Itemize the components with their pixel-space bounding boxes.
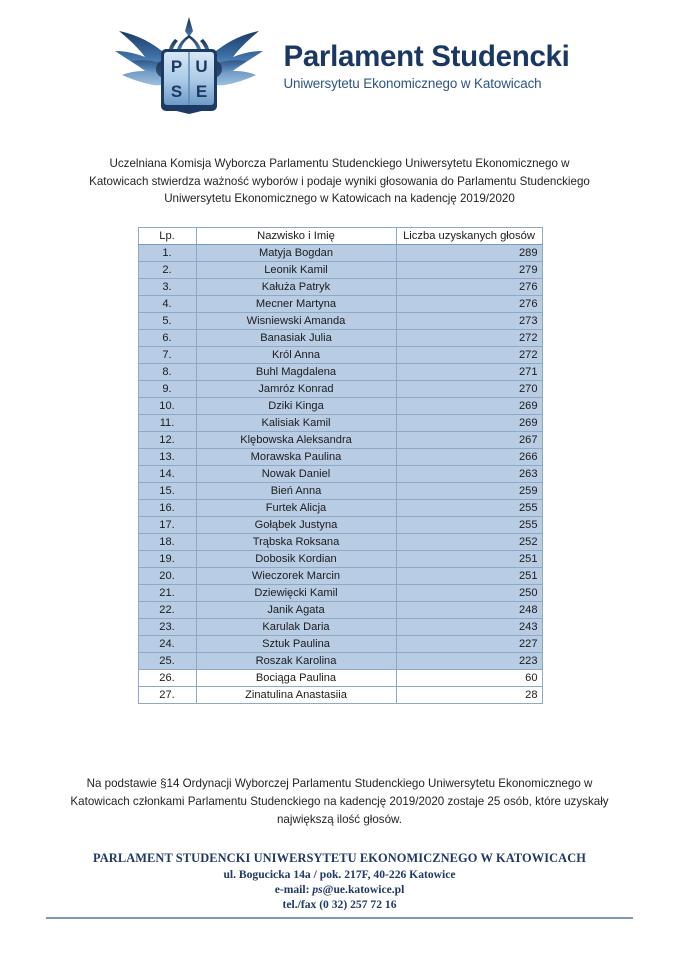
logo-subtitle: Uniwersytetu Ekonomicznego w Katowicach [283, 76, 542, 92]
cell-votes: 251 [396, 551, 542, 568]
table-row [138, 262, 542, 279]
cell-name: Buhl Magdalena [196, 364, 396, 381]
cell-name: Klębowska Aleksandra [196, 432, 396, 449]
cell-votes: 272 [396, 330, 542, 347]
table-row [138, 551, 542, 568]
cell-name: Leonik Kamil [196, 262, 396, 279]
cell-name: Zinatulina Anastasiia [196, 687, 396, 704]
cell-name: Wieczorek Marcin [196, 568, 396, 585]
cell-votes: 243 [396, 619, 542, 636]
cell-votes: 289 [396, 245, 542, 262]
table-row [138, 534, 542, 551]
table-row [138, 653, 542, 670]
cell-name: Gołąbek Justyna [196, 517, 396, 534]
cell-lp: 13. [138, 449, 196, 466]
cell-name: Nowak Daniel [196, 466, 396, 483]
document-footer [60, 851, 620, 912]
cell-name: Dziewięcki Kamil [196, 585, 396, 602]
cell-name: Matyja Bogdan [196, 245, 396, 262]
column-header-lp: Lp. [138, 228, 196, 245]
column-header-votes: Liczba uzyskanych głosów [396, 228, 542, 245]
cell-votes: 266 [396, 449, 542, 466]
footer-address: ul. Bogucicka 14a / pok. 217F, 40-226 Katowice [223, 867, 456, 881]
table-header-row [138, 228, 542, 245]
footer-phone: tel./fax (0 32) 257 72 16 [282, 898, 397, 912]
table-row [138, 687, 542, 704]
cell-votes: 252 [396, 534, 542, 551]
table-row [138, 432, 542, 449]
cell-lp: 16. [138, 500, 196, 517]
svg-text:P: P [171, 57, 183, 76]
table-row [138, 398, 542, 415]
table-row [138, 415, 542, 432]
cell-name: Furtek Alicja [196, 500, 396, 517]
cell-lp: 22. [138, 602, 196, 619]
cell-name: Mecner Martyna [196, 296, 396, 313]
footer-email-domain: @ue.katowice.pl [322, 883, 405, 896]
election-results-table [138, 227, 543, 704]
cell-votes: 276 [396, 279, 542, 296]
cell-lp: 19. [138, 551, 196, 568]
cell-votes: 270 [396, 381, 542, 398]
cell-name: Bociąga Paulina [196, 670, 396, 687]
table-row [138, 517, 542, 534]
cell-lp: 6. [138, 330, 196, 347]
cell-name: Kałuża Patryk [196, 279, 396, 296]
cell-votes: 223 [396, 653, 542, 670]
table-row [138, 296, 542, 313]
cell-name: Trąbska Roksana [196, 534, 396, 551]
table-row [138, 347, 542, 364]
footer-email-label: e-mail: [274, 883, 310, 896]
table-row [138, 330, 542, 347]
footer-divider-rule [46, 917, 633, 919]
table-row [138, 500, 542, 517]
cell-lp: 9. [138, 381, 196, 398]
cell-lp: 26. [138, 670, 196, 687]
cell-votes: 28 [396, 687, 542, 704]
cell-votes: 60 [396, 670, 542, 687]
cell-name: Wisniewski Amanda [196, 313, 396, 330]
document-header [0, 0, 679, 112]
table-body [138, 245, 542, 704]
cell-lp: 18. [138, 534, 196, 551]
table-row [138, 568, 542, 585]
cell-name: Bień Anna [196, 483, 396, 500]
table-row [138, 585, 542, 602]
cell-lp: 23. [138, 619, 196, 636]
cell-votes: 267 [396, 432, 542, 449]
cell-name: Król Anna [196, 347, 396, 364]
cell-votes: 227 [396, 636, 542, 653]
logo-wordmark [283, 42, 569, 95]
footer-email-user: ps [312, 883, 323, 896]
cell-lp: 11. [138, 415, 196, 432]
cell-name: Sztuk Paulina [196, 636, 396, 653]
cell-name: Roszak Karolina [196, 653, 396, 670]
table-header [138, 228, 542, 245]
cell-votes: 259 [396, 483, 542, 500]
cell-votes: 272 [396, 347, 542, 364]
column-header-name: Nazwisko i Imię [196, 228, 396, 245]
cell-votes: 250 [396, 585, 542, 602]
cell-lp: 2. [138, 262, 196, 279]
cell-name: Kalisiak Kamil [196, 415, 396, 432]
closing-paragraph [56, 775, 623, 829]
cell-lp: 7. [138, 347, 196, 364]
table-row [138, 364, 542, 381]
cell-lp: 4. [138, 296, 196, 313]
cell-name: Janik Agata [196, 602, 396, 619]
cell-lp: 1. [138, 245, 196, 262]
results-table-container [138, 227, 542, 704]
table-row [138, 381, 542, 398]
table-row [138, 483, 542, 500]
closing-text: Na podstawie §14 Ordynacji Wyborczej Parlamentu Studenckiego Uniwersytetu Ekonomicznego w Katowicach członkami Parlamentu Studenckiego na kadencję 2019/2020 zostaje 25 osób, które uzyskały największą ilość głosów. [70, 777, 609, 827]
puse-emblem-logo [109, 15, 269, 123]
spire-icon [168, 17, 210, 53]
table-row [138, 602, 542, 619]
cell-votes: 279 [396, 262, 542, 279]
svg-text:S: S [171, 82, 183, 101]
intro-text: Uczelniana Komisja Wyborcza Parlamentu Studenckiego Uniwersytetu Ekonomicznego w Katowicach stwierdza ważność wyborów i podaje wyniki głosowania do Parlamentu Studenckiego Uniwersytetu Ekonomicznego w Katowicach na kadencję 2019/2020 [89, 157, 590, 206]
cell-votes: 248 [396, 602, 542, 619]
cell-lp: 12. [138, 432, 196, 449]
cell-votes: 263 [396, 466, 542, 483]
cell-votes: 255 [396, 500, 542, 517]
cell-votes: 273 [396, 313, 542, 330]
cell-name: Dziki Kinga [196, 398, 396, 415]
cell-lp: 3. [138, 279, 196, 296]
cell-lp: 14. [138, 466, 196, 483]
cell-lp: 10. [138, 398, 196, 415]
table-row [138, 313, 542, 330]
cell-name: Jamróz Konrad [196, 381, 396, 398]
cell-name: Karulak Daria [196, 619, 396, 636]
cell-lp: 21. [138, 585, 196, 602]
cell-lp: 15. [138, 483, 196, 500]
cell-lp: 27. [138, 687, 196, 704]
logo-title: Parlament Studencki [283, 40, 570, 74]
table-row [138, 449, 542, 466]
table-row [138, 636, 542, 653]
cell-lp: 5. [138, 313, 196, 330]
table-row [138, 279, 542, 296]
cell-name: Morawska Paulina [196, 449, 396, 466]
footer-organization: PARLAMENT STUDENCKI UNIWERSYTETU EKONOMICZNEGO W KATOWICACH [93, 851, 586, 866]
cell-name: Banasiak Julia [196, 330, 396, 347]
cell-lp: 8. [138, 364, 196, 381]
cell-name: Dobosik Kordian [196, 551, 396, 568]
table-row [138, 245, 542, 262]
svg-text:E: E [196, 82, 208, 101]
footer-email [60, 882, 620, 897]
cell-votes: 269 [396, 415, 542, 432]
table-row [138, 466, 542, 483]
cell-votes: 271 [396, 364, 542, 381]
cell-lp: 24. [138, 636, 196, 653]
cell-votes: 251 [396, 568, 542, 585]
table-row [138, 619, 542, 636]
table-row [138, 670, 542, 687]
intro-paragraph [80, 155, 600, 208]
cell-votes: 255 [396, 517, 542, 534]
cell-lp: 20. [138, 568, 196, 585]
cell-votes: 269 [396, 398, 542, 415]
cell-lp: 17. [138, 517, 196, 534]
cell-votes: 276 [396, 296, 542, 313]
cell-lp: 25. [138, 653, 196, 670]
svg-text:U: U [195, 57, 209, 76]
